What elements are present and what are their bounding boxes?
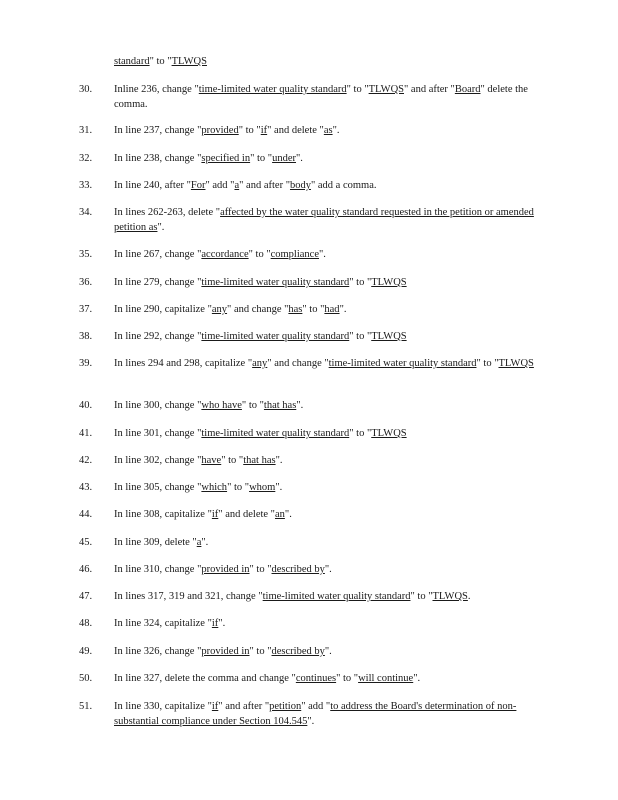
instruction-text: In line 308, capitalize " — [114, 509, 212, 520]
underlined-amendment-text: had — [324, 304, 340, 315]
instruction-text: ". — [413, 673, 421, 684]
item-number: 34. — [79, 207, 93, 218]
instruction-text: " to " — [346, 84, 369, 95]
item-text — [114, 275, 546, 290]
instruction-text: ". — [218, 618, 226, 629]
instruction-text: " to " — [249, 564, 272, 575]
instruction-text: " to " — [349, 428, 372, 439]
instruction-text: In line 305, change " — [114, 482, 202, 493]
underlined-amendment-text: affected by the water quality standard requested in the petition or amended petition as — [114, 207, 534, 233]
underlined-amendment-text: provided in — [201, 646, 250, 657]
instruction-text: In line 301, change " — [114, 428, 202, 439]
underlined-amendment-text: if — [211, 701, 219, 712]
instruction-text: ". — [275, 482, 283, 493]
instruction-text: In line 240, after " — [114, 180, 191, 191]
item-number: 44. — [79, 509, 93, 520]
instruction-text: ". — [324, 646, 332, 657]
item-number: 42. — [79, 455, 93, 466]
item-text — [114, 356, 546, 371]
underlined-amendment-text: time-limited water quality standard — [201, 277, 350, 288]
item-text — [114, 480, 546, 495]
item-text — [114, 453, 546, 468]
item-number: 46. — [79, 564, 93, 575]
underlined-amendment-text: specified in — [201, 153, 251, 164]
underlined-amendment-text: if — [260, 125, 268, 136]
instruction-text: In lines 294 and 298, capitalize " — [114, 358, 253, 369]
instruction-text: " to " — [238, 125, 261, 136]
item-text — [114, 329, 546, 344]
underlined-amendment-text: to address the Board's determination of non-substantial compliance under Section 104.545 — [114, 701, 517, 727]
underlined-amendment-text: time-limited water quality standard — [328, 358, 477, 369]
instruction-text: In line 327, delete the comma and change " — [114, 673, 296, 684]
underlined-amendment-text: described by — [271, 564, 325, 575]
instruction-text: ". — [332, 125, 340, 136]
underlined-amendment-text: if — [211, 509, 219, 520]
underlined-amendment-text: has — [288, 304, 303, 315]
item-number: 51. — [79, 701, 93, 712]
instruction-text: In line 290, capitalize " — [114, 304, 212, 315]
instruction-text: In line 292, change " — [114, 331, 202, 342]
underlined-amendment-text: For — [190, 180, 206, 191]
item-text — [114, 398, 546, 413]
instruction-text: " to " — [349, 331, 372, 342]
instruction-text: " to " — [227, 482, 250, 493]
instruction-text: " add " — [205, 180, 235, 191]
underlined-amendment-text: under — [272, 153, 297, 164]
instruction-text: " and change " — [227, 304, 289, 315]
underlined-amendment-text: TLWQS — [371, 331, 407, 342]
instruction-text: In line 279, change " — [114, 277, 202, 288]
instruction-text: In lines 317, 319 and 321, change " — [114, 591, 263, 602]
instruction-text: " to " — [249, 646, 272, 657]
instruction-text: In lines 262-263, delete " — [114, 207, 221, 218]
instruction-text: In line 238, change " — [114, 153, 202, 164]
instruction-text: . — [467, 591, 471, 602]
continuation-line — [114, 54, 207, 69]
instruction-text: " to " — [410, 591, 433, 602]
underlined-amendment-text: continues — [295, 673, 337, 684]
item-number: 35. — [79, 249, 93, 260]
underlined-amendment-text: Board — [454, 84, 481, 95]
instruction-text: In line 267, change " — [114, 249, 202, 260]
underlined-amendment-text: time-limited water quality standard — [201, 331, 350, 342]
item-text — [114, 671, 546, 686]
item-number: 45. — [79, 537, 93, 548]
item-text — [114, 616, 546, 631]
instruction-text: " to " — [149, 56, 172, 67]
item-text — [114, 644, 546, 659]
instruction-text: ". — [339, 304, 347, 315]
instruction-text: In line 309, delete " — [114, 537, 197, 548]
item-number: 38. — [79, 331, 93, 342]
instruction-text: " add " — [301, 701, 331, 712]
instruction-text: ". — [275, 455, 283, 466]
item-text — [114, 302, 546, 317]
underlined-amendment-text: TLWQS — [371, 428, 407, 439]
item-number: 40. — [79, 400, 93, 411]
item-text — [114, 123, 546, 138]
item-text — [114, 151, 546, 166]
underlined-amendment-text: an — [274, 509, 285, 520]
instruction-text: " to " — [248, 249, 271, 260]
instruction-text: ". — [201, 537, 209, 548]
instruction-text: " and delete " — [218, 509, 275, 520]
instruction-text: In line 326, change " — [114, 646, 202, 657]
underlined-amendment-text: TLWQS — [371, 277, 407, 288]
item-text — [114, 507, 546, 522]
item-number: 30. — [79, 84, 93, 95]
underlined-amendment-text: that has — [263, 400, 297, 411]
item-number: 37. — [79, 304, 93, 315]
underlined-amendment-text: a — [196, 537, 202, 548]
item-text — [114, 178, 546, 193]
underlined-amendment-text: time-limited water quality standard — [262, 591, 411, 602]
underlined-amendment-text: if — [211, 618, 219, 629]
underlined-amendment-text: as — [323, 125, 333, 136]
underlined-amendment-text: standard — [114, 56, 150, 67]
instruction-text: ". — [324, 564, 332, 575]
instruction-text: In line 330, capitalize " — [114, 701, 212, 712]
underlined-amendment-text: who have — [201, 400, 242, 411]
underlined-amendment-text: that has — [243, 455, 276, 466]
underlined-amendment-text: TLWQS — [498, 358, 534, 369]
instruction-text: " to " — [241, 400, 264, 411]
instruction-text: " and after " — [404, 84, 455, 95]
underlined-amendment-text: any — [211, 304, 228, 315]
item-text — [114, 82, 546, 112]
instruction-text: ". — [296, 400, 304, 411]
instruction-text: " and after " — [218, 701, 270, 712]
item-number: 43. — [79, 482, 93, 493]
item-number: 33. — [79, 180, 93, 191]
item-number: 48. — [79, 618, 93, 629]
item-text — [114, 247, 546, 262]
underlined-amendment-text: body — [289, 180, 311, 191]
underlined-amendment-text: TLWQS — [432, 591, 468, 602]
underlined-amendment-text: whom — [249, 482, 276, 493]
instruction-text: " to " — [250, 153, 273, 164]
instruction-text: " to " — [349, 277, 372, 288]
underlined-amendment-text: which — [201, 482, 228, 493]
underlined-amendment-text: time-limited water quality standard — [201, 428, 350, 439]
instruction-text: " and after " — [239, 180, 290, 191]
underlined-amendment-text: provided in — [201, 564, 250, 575]
instruction-text: " and change " — [267, 358, 329, 369]
item-number: 47. — [79, 591, 93, 602]
item-text — [114, 562, 546, 577]
underlined-amendment-text: any — [252, 358, 268, 369]
instruction-text: In line 324, capitalize " — [114, 618, 212, 629]
instruction-text: " add a comma. — [310, 180, 377, 191]
instruction-text: " to " — [476, 358, 499, 369]
item-text — [114, 535, 546, 550]
underlined-amendment-text: provided — [201, 125, 239, 136]
instruction-text: In line 237, change " — [114, 125, 202, 136]
item-text — [114, 589, 546, 604]
item-text — [114, 699, 546, 729]
item-number: 32. — [79, 153, 93, 164]
underlined-amendment-text: compliance — [270, 249, 320, 260]
instruction-text: ". — [296, 153, 303, 164]
item-number: 31. — [79, 125, 93, 136]
underlined-amendment-text: accordance — [201, 249, 249, 260]
instruction-text: " delete the comma. — [114, 84, 528, 110]
instruction-text: In line 310, change " — [114, 564, 202, 575]
underlined-amendment-text: will continue — [358, 673, 414, 684]
item-number: 41. — [79, 428, 93, 439]
instruction-text: In line 302, change " — [114, 455, 202, 466]
underlined-amendment-text: have — [201, 455, 222, 466]
instruction-text: ". — [319, 249, 326, 260]
instruction-text: Inline 236, change " — [114, 84, 199, 95]
item-number: 39. — [79, 358, 93, 369]
underlined-amendment-text: time-limited water quality standard — [198, 84, 347, 95]
underlined-amendment-text: a — [234, 180, 240, 191]
item-number: 36. — [79, 277, 93, 288]
instruction-text: ". — [284, 509, 292, 520]
instruction-text: In line 300, change " — [114, 400, 202, 411]
instruction-text: ". — [157, 222, 165, 233]
item-text — [114, 205, 546, 235]
instruction-text: ". — [307, 716, 315, 727]
instruction-text: " to " — [221, 455, 244, 466]
underlined-amendment-text: TLWQS — [368, 84, 404, 95]
item-number: 50. — [79, 673, 93, 684]
item-text — [114, 426, 546, 441]
instruction-text: " to " — [302, 304, 325, 315]
instruction-text: " to " — [336, 673, 359, 684]
underlined-amendment-text: TLWQS — [171, 56, 207, 67]
underlined-amendment-text: described by — [271, 646, 325, 657]
instruction-text: " and delete " — [267, 125, 324, 136]
underlined-amendment-text: petition — [269, 701, 302, 712]
item-number: 49. — [79, 646, 93, 657]
